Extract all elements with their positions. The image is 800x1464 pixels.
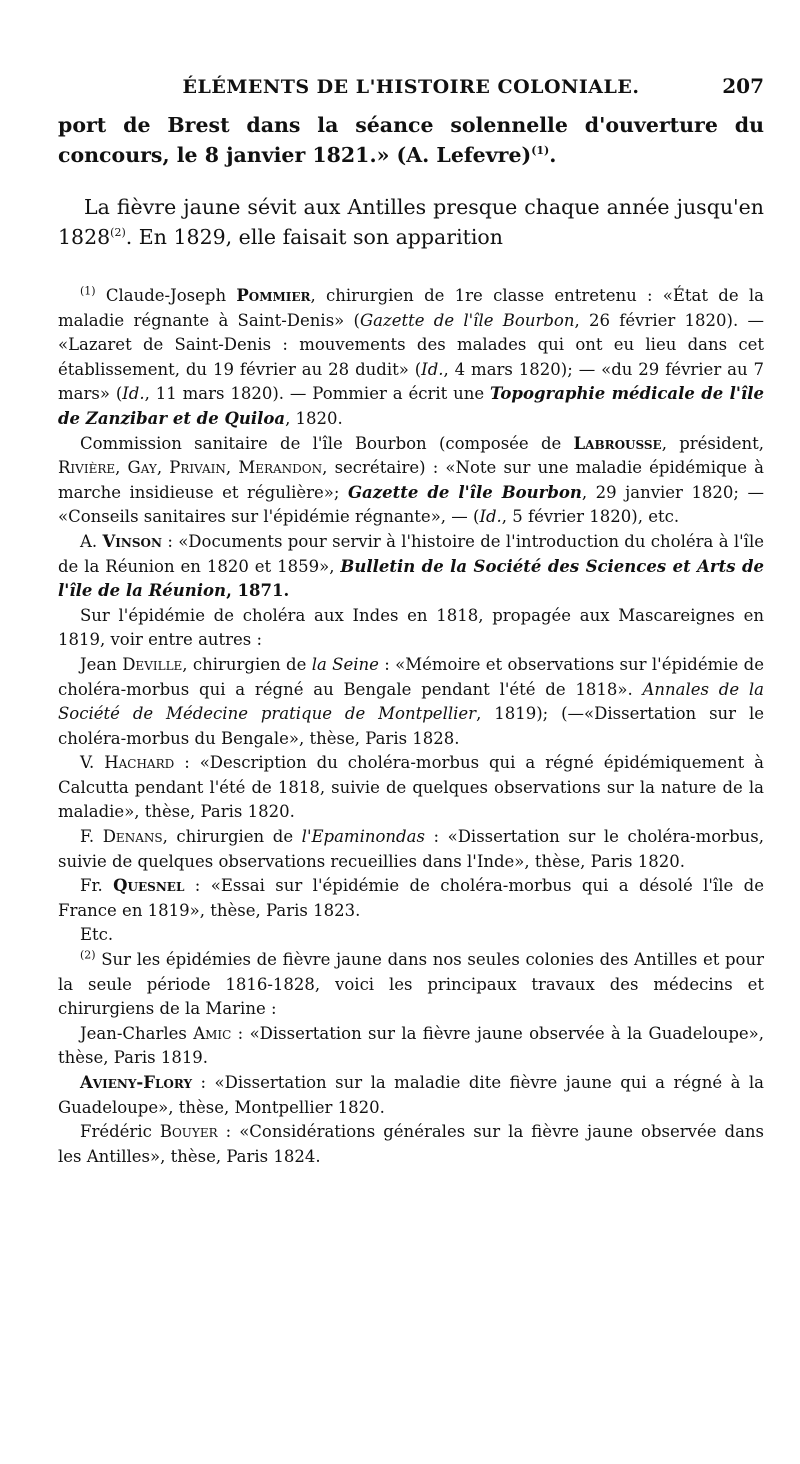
author-name: Privain (169, 458, 226, 478)
ibid: Id. (479, 507, 502, 527)
author-name: Labrousse (573, 433, 662, 453)
text: , 26 février 1820). — «Lazaret de Saint-Denis : mouvements des malades qui ont eu lieu dans cet établissement, du 19 février au 28 dudit» ( (58, 310, 764, 379)
text: F. (80, 827, 103, 847)
author-name: Hachard (104, 753, 175, 773)
text: : «Considérations générales sur la fièvre jaune observée dans les Antilles», thèse, Paris 1824. (58, 1122, 765, 1166)
text: Commission sanitaire de l'île Bourbon (composée de (80, 433, 574, 453)
text: A. (80, 531, 103, 551)
footnotes (58, 284, 764, 1169)
running-title: ÉLÉMENTS DE L'HISTOIRE COLONIALE. (182, 76, 640, 98)
footnote-ref-2: (2) (110, 226, 126, 240)
footnote-2-para-4 (58, 1120, 764, 1169)
footnote-1-para-5 (58, 653, 764, 751)
body-text: La fièvre jaune sévit aux Antilles presque chaque année jusqu'en 1828 (58, 195, 764, 249)
footnote-1-para-8 (58, 874, 764, 923)
author-name: Avieny-Flory (80, 1073, 193, 1092)
ibid: Id. (122, 384, 145, 404)
text: : «Dissertation sur la fièvre jaune observée à la Guadeloupe», thèse, Paris 1819. (58, 1023, 764, 1068)
footnote-2-para-1 (58, 948, 764, 1022)
page-header (58, 70, 764, 108)
text: , (225, 458, 239, 478)
ibid: Id. (421, 359, 444, 379)
footnote-2-para-2 (58, 1022, 764, 1071)
text: Fr. (80, 876, 114, 896)
author-name: Bouyer (159, 1122, 218, 1142)
ship-name: la Seine (311, 654, 379, 674)
text: Jean (80, 654, 123, 674)
journal-title: Bulletin de la Société des Sciences et Arts de l'île de la Réunion (58, 556, 764, 601)
text: V. (80, 753, 105, 773)
text: , 1819); (—«Dissertation sur le choléra-morbus du Bengale», thèse, Paris 1828. (58, 704, 765, 748)
body-text: port de Brest dans la séance solennelle d'ouverture du concours, le 8 janvier 1821.» (A. Lefevre) (58, 113, 764, 167)
text: , chirurgien de 1re classe entretenu : «État de la maladie régnante à Saint-Denis» ( (58, 286, 764, 330)
author-name: Amic (193, 1023, 232, 1043)
footnote-1-para-6 (58, 751, 764, 825)
text: : «Essai sur l'épidémie de choléra-morbus qui a désolé l'île de France en 1819», thèse, Paris 1823. (58, 876, 765, 920)
journal-title: Gazette de l'île Bourbon (347, 482, 582, 502)
journal-title: Annales de la Société de Médecine pratique de Montpellier (58, 679, 764, 724)
text: Claude-Joseph (105, 286, 237, 305)
text: : «Documents pour servir à l'histoire de l'introduction du choléra à l'île de la Réunion en 1820 et 1859», (58, 531, 765, 576)
author-name: Denans (102, 827, 163, 847)
footnote-1-para-4: Sur l'épidémie de choléra aux Indes en 1818, propagée aux Mascareignes en 1819, voir entre autres : (58, 605, 764, 650)
text: , chirurgien de (182, 654, 312, 674)
text: Jean-Charles (80, 1023, 194, 1043)
text: Frédéric (80, 1122, 160, 1142)
author-name: Merandon (238, 458, 323, 478)
footnote-mark: (1) (80, 284, 96, 298)
body-paragraph-1: port de Brest dans la séance solennelle d'ouverture du concours, le 8 janvier 1821.» (A. Lefevre)$^{(1)}$. (58, 113, 764, 167)
author-name: Rivière (58, 458, 116, 478)
text: : «Description du choléra-morbus qui a régné épidémiquement à Calcutta pendant l'été de 1818, suivie de quelques observations sur la nature de la maladie», thèse, Paris 1820. (58, 753, 764, 822)
footnote-mark: (2) (80, 948, 96, 962)
text: , président, (661, 433, 765, 453)
text: , (115, 458, 128, 478)
text: , chirurgien de (162, 827, 302, 847)
ship-name: l'Epaminondas (301, 827, 425, 847)
text: : «Dissertation sur le choléra-morbus, suivie de quelques observations recueillies dans l'Inde», thèse, Paris 1820. (58, 827, 764, 871)
author-name: Pommier (236, 286, 311, 305)
text: , (156, 458, 170, 478)
body-text: . En 1829, elle faisait son apparition (125, 225, 503, 249)
footnote-1-para-7 (58, 825, 764, 874)
text: : «Mémoire et observations sur l'épidémie de choléra-morbus qui a régné au Bengale pendant l'été de 1818». (58, 654, 764, 699)
body-paragraph-2 (58, 192, 764, 252)
footnote-1-para-3 (58, 530, 764, 604)
text: , 1820. (285, 408, 343, 428)
text: Sur les épidémies de fièvre jaune dans nos seules colonies des Antilles et pour la seule période 1816-1828, voici les principaux travaux des médecins et chirurgiens de la Marine : (58, 950, 764, 1019)
text: , 5 février 1820), etc. (501, 507, 680, 527)
author-name: Vinson (102, 531, 162, 551)
text: , secrétaire) : «Note sur une maladie épidémique à marche insidieuse et régulière»; (58, 458, 764, 502)
page (58, 70, 764, 1169)
text: , 29 janvier 1820; — «Conseils sanitaires sur l'épidémie régnante», — ( (58, 482, 764, 527)
author-name: Gay (127, 458, 157, 478)
author-name: Deville (122, 654, 183, 674)
text: , 1871. (226, 581, 290, 601)
text: , 4 mars 1820); — «du 29 février au 7 mars» ( (58, 359, 764, 404)
text: : «Dissertation sur la maladie dite fièvre jaune qui a régné à la Guadeloupe», thèse, Montpellier 1820. (58, 1073, 764, 1117)
text: , 11 mars 1820). — Pommier a écrit une (144, 384, 491, 404)
work-title: Topographie médicale de l'île de Zanzibar et de Quiloa (58, 384, 765, 428)
journal-title: Gazette de l'île Bourbon (359, 310, 575, 330)
footnote-2-para-3 (58, 1071, 764, 1120)
footnote-1-para-9: Etc. (80, 925, 114, 945)
page-number: 207 (722, 74, 764, 98)
footnote-1-para-2 (58, 432, 764, 530)
footnote-ref-1: (1) (531, 144, 550, 158)
author-name: Quesnel (113, 876, 185, 896)
footnote-1-para-1 (58, 284, 764, 432)
